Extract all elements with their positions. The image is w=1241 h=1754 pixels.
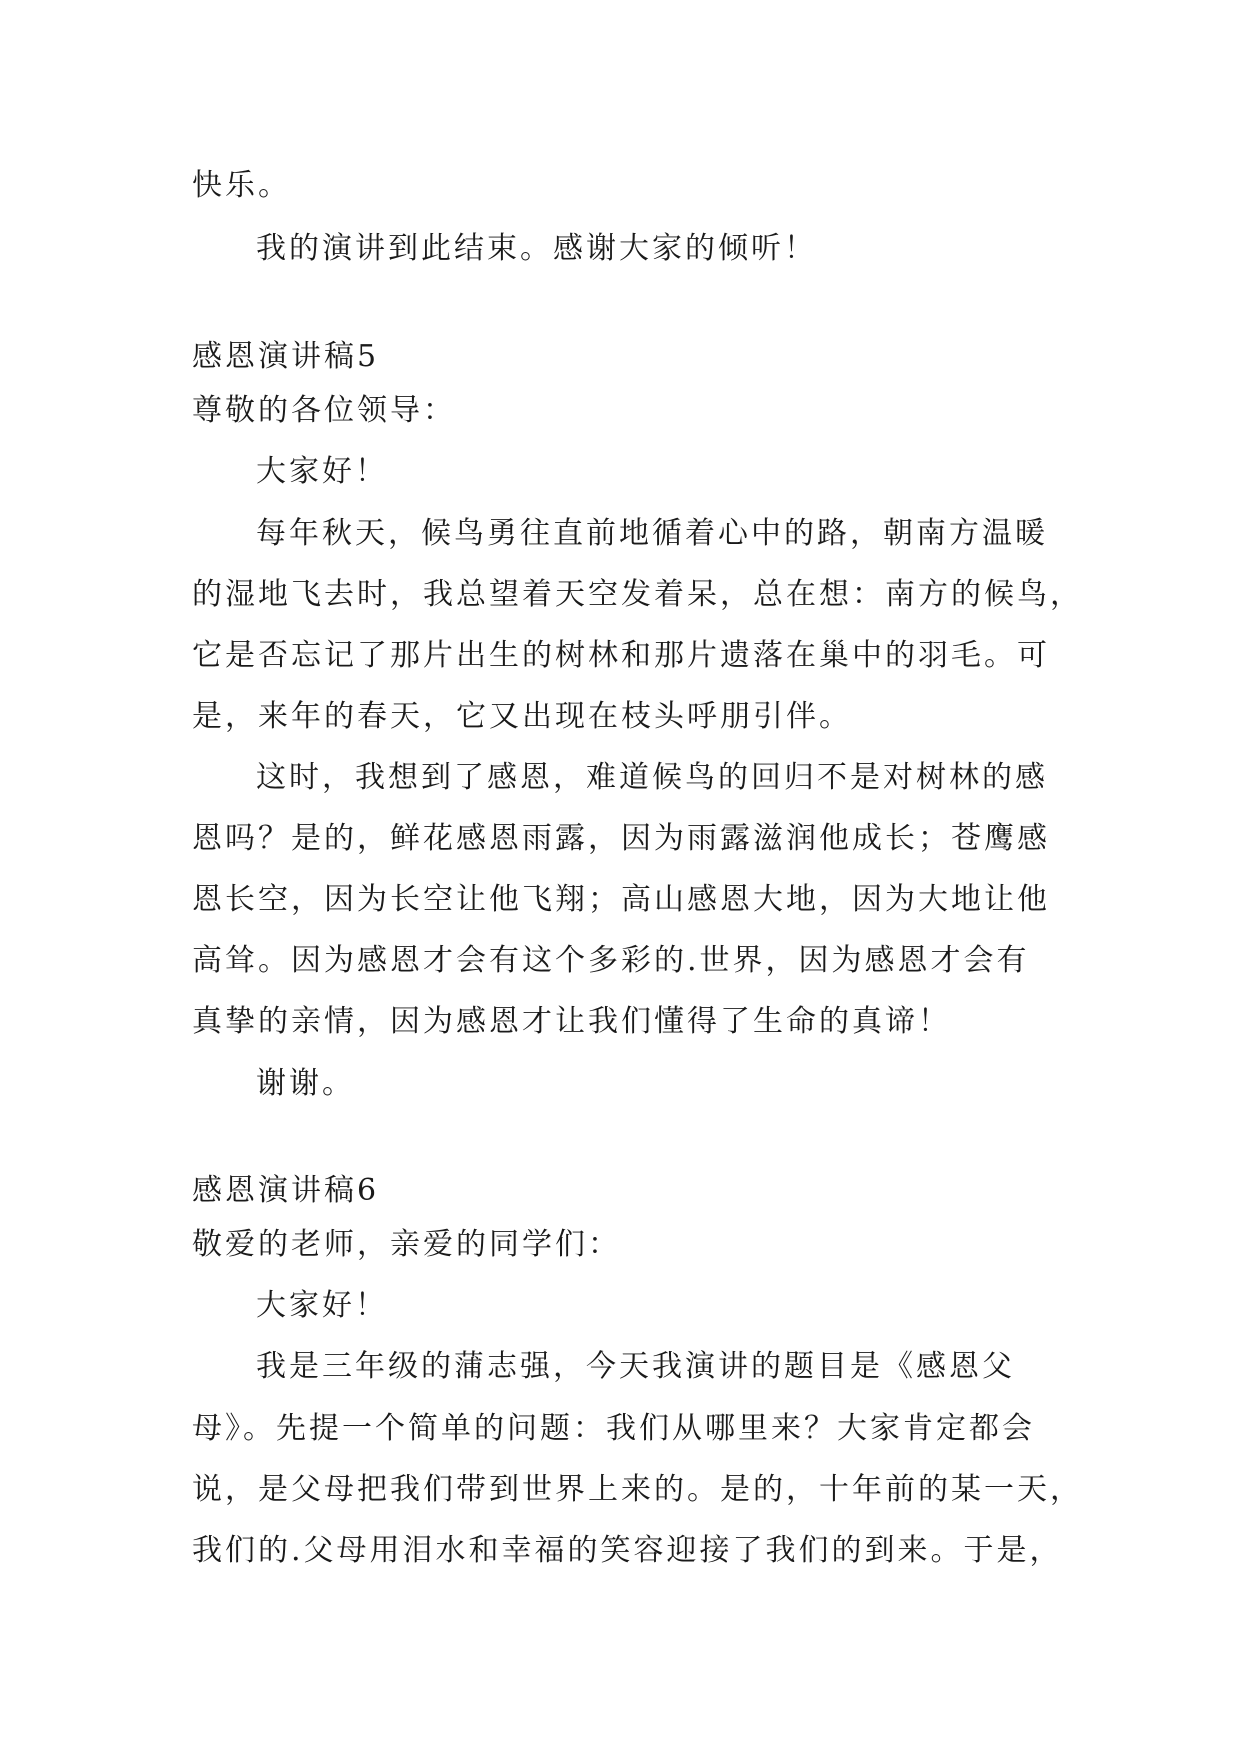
- paragraph-line: 的湿地飞去时，我总望着天空发着呆，总在想：南方的候鸟，: [192, 577, 1083, 612]
- paragraph-line: 说，是父母把我们带到世界上来的。是的，十年前的某一天，: [192, 1472, 1083, 1507]
- paragraph-line: 母》。先提一个简单的问题：我们从哪里来？大家肯定都会: [192, 1411, 1035, 1446]
- paragraph-line: 这时，我想到了感恩，难道候鸟的回归不是对树林的感: [256, 760, 1048, 795]
- paragraph-line: 恩长空，因为长空让他飞翔；高山感恩大地，因为大地让他: [192, 882, 1050, 917]
- paragraph-line: 它是否忘记了那片出生的树林和那片遗落在巢中的羽毛。可: [192, 638, 1050, 673]
- salutation: 尊敬的各位领导：: [192, 393, 456, 428]
- paragraph-line: 快乐。: [192, 168, 291, 203]
- paragraph-line: 是，来年的春天，它又出现在枝头呼朋引伴。: [192, 699, 852, 734]
- section-title-5: 感恩演讲稿5: [192, 339, 380, 374]
- closing-line: 我的演讲到此结束。感谢大家的倾听！: [256, 231, 817, 266]
- paragraph-line: 我们的.父母用泪水和幸福的笑容迎接了我们的到来。于是，: [192, 1533, 1063, 1568]
- salutation: 敬爱的老师，亲爱的同学们：: [192, 1227, 621, 1262]
- paragraph-line: 真挚的亲情，因为感恩才让我们懂得了生命的真谛！: [192, 1004, 951, 1039]
- paragraph-line: 恩吗？是的，鲜花感恩雨露，因为雨露滋润他成长；苍鹰感: [192, 821, 1050, 856]
- paragraph-line: 每年秋天，候鸟勇往直前地循着心中的路，朝南方温暖: [256, 516, 1048, 551]
- section-title-6: 感恩演讲稿6: [192, 1173, 380, 1208]
- paragraph-line: 高耸。因为感恩才会有这个多彩的.世界，因为感恩才会有: [192, 943, 1030, 978]
- greeting: 大家好！: [256, 1288, 388, 1323]
- paragraph-line: 我是三年级的蒲志强，今天我演讲的题目是《感恩父: [256, 1349, 1015, 1384]
- greeting: 大家好！: [256, 454, 388, 489]
- thanks-line: 谢谢。: [256, 1066, 355, 1101]
